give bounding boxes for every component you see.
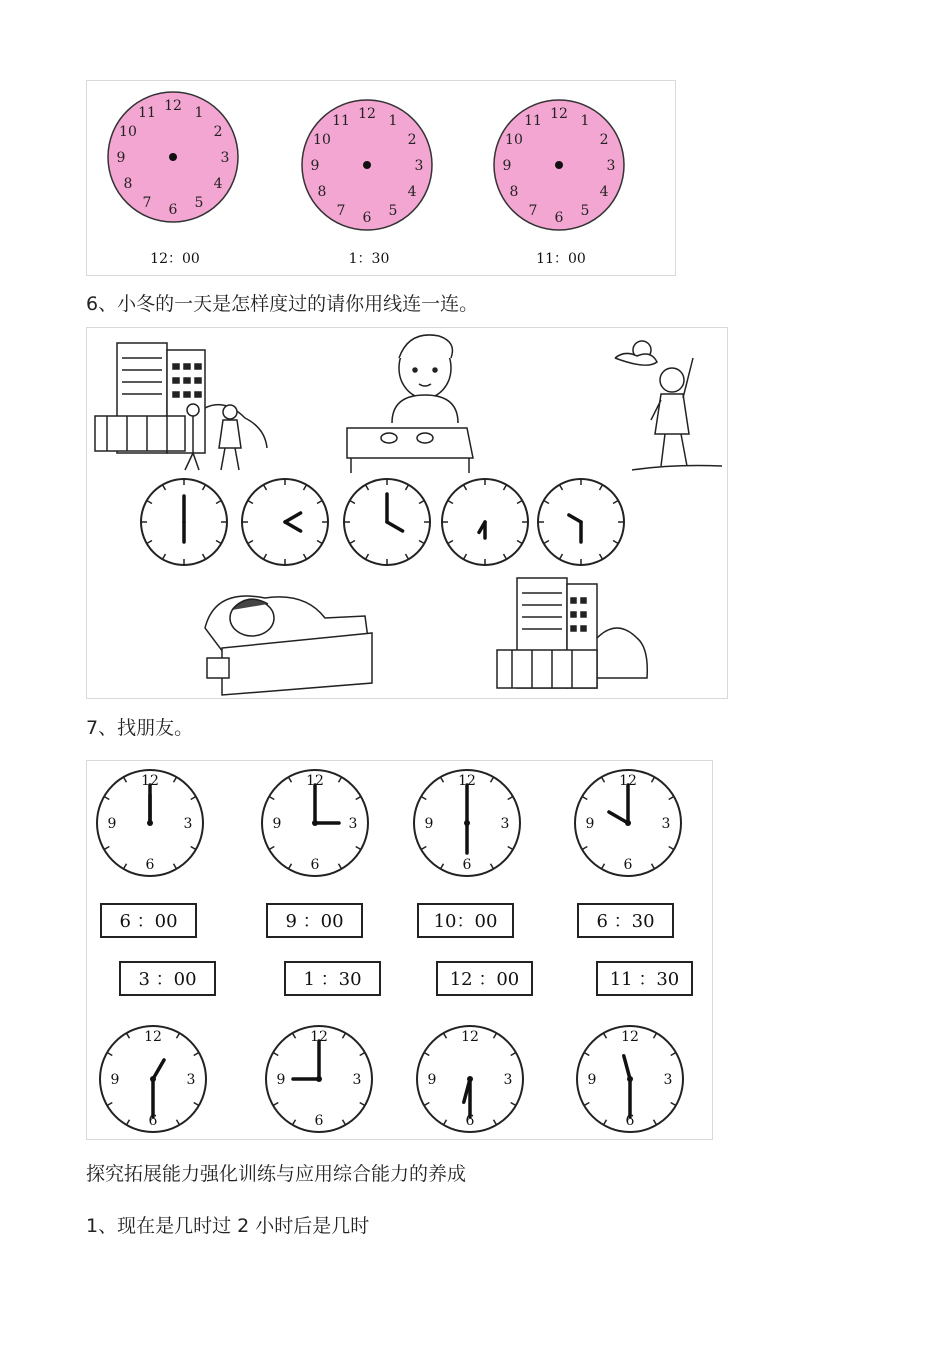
clock-center-dot: [627, 1076, 633, 1082]
pink-clock: [302, 100, 432, 267]
clock-numeral: 7: [142, 195, 152, 212]
daily-activities-figure: [86, 327, 728, 699]
match-clock: [417, 1026, 523, 1132]
clock-center-dot: [555, 161, 563, 169]
clock-numeral: 11: [524, 112, 542, 129]
time-label-box: [437, 962, 532, 995]
clock-numeral: 2: [599, 132, 609, 148]
clock-numeral: 6: [168, 202, 178, 218]
clock-numeral: 11: [138, 104, 156, 121]
pink-clocks-svg: [87, 81, 675, 275]
find-friends-figure: [86, 760, 713, 1140]
match-clock: [577, 1026, 683, 1132]
match-clock: [262, 770, 368, 876]
pink-clock-time-label: 12：00: [150, 251, 200, 267]
time-label-box: [267, 904, 362, 937]
clock-numeral: 2: [213, 124, 223, 140]
clock-numeral: 6: [462, 857, 472, 873]
clock-center-dot: [363, 161, 371, 169]
time-label: 11 ：30: [609, 969, 680, 990]
clock-center-dot: [464, 820, 470, 826]
pink-clock: [494, 100, 624, 267]
clock-numeral: 12: [310, 1029, 328, 1045]
clock-numeral: 9: [585, 816, 595, 832]
clock-numeral: 3: [352, 1072, 362, 1088]
clock-numeral: 3: [186, 1072, 196, 1088]
time-label-box: [578, 904, 673, 937]
match-clock: [97, 770, 203, 876]
clock-numeral: 3: [661, 816, 671, 832]
clock-numeral: 6: [148, 1113, 158, 1129]
clock-numeral: 3: [606, 158, 616, 174]
clock-center-dot: [147, 820, 153, 826]
time-label: 10：00: [433, 911, 498, 932]
clock-numeral: 9: [276, 1072, 286, 1088]
clock-numeral: 12: [164, 98, 182, 114]
clock-center-dot: [312, 820, 318, 826]
match-clock: [266, 1026, 372, 1132]
clock-numeral: 12: [550, 106, 568, 122]
clock-center-dot: [150, 1076, 156, 1082]
activity-clock: [442, 479, 528, 565]
activity-clock: [344, 479, 430, 565]
time-label: 1 ：30: [303, 969, 362, 990]
boy-eating-illustration: [347, 335, 473, 473]
activities-svg: [87, 328, 727, 698]
clock-numeral: 9: [424, 816, 434, 832]
time-label-box: [120, 962, 215, 995]
time-label: 6 ：30: [596, 911, 655, 932]
clock-numeral: 3: [503, 1072, 513, 1088]
time-label-box: [285, 962, 380, 995]
boy-waving-illustration: [615, 341, 722, 470]
clock-numeral: 1: [388, 112, 398, 129]
clock-numeral: 8: [509, 184, 519, 200]
clock-numeral: 12: [144, 1029, 162, 1045]
clock-numeral: 9: [110, 1072, 120, 1088]
clock-numeral: 6: [145, 857, 155, 873]
clock-numeral: 3: [663, 1072, 673, 1088]
activity-clock: [538, 479, 624, 565]
clock-numeral: 10: [505, 132, 523, 148]
clock-numeral: 9: [587, 1072, 597, 1088]
clock-numeral: 6: [314, 1113, 324, 1129]
clock-numeral: 6: [310, 857, 320, 873]
clock-numeral: 3: [348, 816, 358, 832]
clock-numeral: 9: [107, 816, 117, 832]
clock-numeral: 2: [407, 132, 417, 148]
clock-numeral: 11: [332, 112, 350, 129]
pink-clock-time-label: 11：00: [536, 251, 586, 267]
clock-center-dot: [169, 153, 177, 161]
time-label-box: [101, 904, 196, 937]
match-clock: [100, 1026, 206, 1132]
clock-numeral: 4: [599, 184, 609, 200]
clock-numeral: 9: [427, 1072, 437, 1088]
clock-numeral: 12: [306, 773, 324, 789]
clock-numeral: 3: [414, 158, 424, 174]
question6-title: 6、小冬的一天是怎样度过的请你用线连一连。: [86, 293, 479, 315]
time-label-box: [597, 962, 692, 995]
clock-numeral: 6: [465, 1113, 475, 1129]
time-label-box: [418, 904, 513, 937]
school-building-2-illustration: [497, 578, 647, 688]
time-label: 9 ：00: [285, 911, 344, 932]
extension-section-title: 探究拓展能力强化训练与应用综合能力的养成: [86, 1163, 467, 1185]
clock-numeral: 6: [623, 857, 633, 873]
clock-numeral: 3: [220, 150, 230, 166]
clock-numeral: 9: [310, 158, 320, 174]
clock-numeral: 5: [194, 195, 204, 212]
time-label: 6 ：00: [119, 911, 178, 932]
clock-numeral: 12: [621, 1029, 639, 1045]
clock-numeral: 3: [500, 816, 510, 832]
clock-numeral: 12: [461, 1029, 479, 1045]
clock-numeral: 9: [116, 150, 126, 166]
clock-numeral: 6: [554, 210, 564, 226]
clock-numeral: 3: [183, 816, 193, 832]
clock-numeral: 5: [580, 203, 590, 220]
clock-numeral: 12: [141, 773, 159, 789]
school-building-illustration: [95, 343, 267, 470]
match-clock: [414, 770, 520, 876]
clock-numeral: 9: [272, 816, 282, 832]
clock-numeral: 8: [317, 184, 327, 200]
find-friends-svg: [87, 761, 712, 1139]
child-sleeping-illustration: [205, 596, 372, 695]
activity-clock: [141, 479, 227, 565]
clock-center-dot: [467, 1076, 473, 1082]
activity-clock: [242, 479, 328, 565]
clock-center-dot: [625, 820, 631, 826]
question7-title: 7、找朋友。: [86, 717, 194, 739]
clock-numeral: 12: [619, 773, 637, 789]
clock-numeral: 10: [313, 132, 331, 148]
clock-numeral: 5: [388, 203, 398, 220]
clock-center-dot: [316, 1076, 322, 1082]
pink-clock-time-label: 1：30: [348, 251, 390, 267]
clock-numeral: 6: [362, 210, 372, 226]
time-label: 12 ：00: [449, 969, 520, 990]
pink-clocks-figure: [86, 80, 676, 276]
match-clock: [575, 770, 681, 876]
pink-clock: [108, 92, 238, 267]
clock-numeral: 4: [213, 176, 223, 192]
clock-numeral: 12: [358, 106, 376, 122]
question1-title: 1、现在是几时过 2 小时后是几时: [86, 1215, 370, 1237]
clock-numeral: 6: [625, 1113, 635, 1129]
clock-numeral: 10: [119, 124, 137, 140]
clock-numeral: 8: [123, 176, 133, 192]
time-label: 3 ：00: [138, 969, 197, 990]
clock-numeral: 1: [194, 104, 204, 121]
clock-numeral: 7: [528, 203, 538, 220]
clock-numeral: 7: [336, 203, 346, 220]
clock-numeral: 4: [407, 184, 417, 200]
clock-numeral: 9: [502, 158, 512, 174]
clock-numeral: 12: [458, 773, 476, 789]
clock-numeral: 1: [580, 112, 590, 129]
